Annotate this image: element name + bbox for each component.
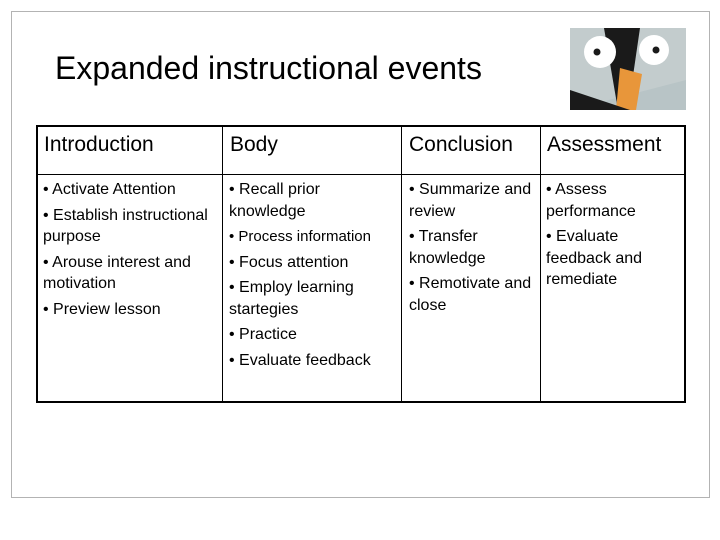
- list-item: • Recall prior knowledge: [229, 181, 320, 220]
- list-item: • Activate Attention: [43, 181, 176, 198]
- header-conclusion: Conclusion: [409, 133, 513, 156]
- column-body: [229, 179, 397, 375]
- column-assessment: [546, 179, 676, 295]
- column-divider: [401, 127, 402, 401]
- list-item: • Remotivate and close: [409, 275, 532, 314]
- slide-title: Expanded instructional events: [55, 50, 482, 86]
- header-body: Body: [230, 133, 278, 156]
- list-item: • Preview lesson: [43, 300, 161, 318]
- column-introduction: [43, 179, 219, 324]
- header-introduction: Introduction: [44, 133, 154, 156]
- list-item: • Process information: [229, 228, 371, 245]
- column-conclusion: [409, 179, 537, 320]
- owl-eyes-logo-icon: [570, 28, 686, 110]
- column-divider: [540, 127, 541, 401]
- list-item: • Practice: [229, 326, 297, 343]
- list-item: • Focus attention: [229, 253, 349, 271]
- list-item: • Evaluate feedback: [229, 351, 371, 369]
- list-item: • Employ learning startegies: [229, 279, 354, 318]
- list-item: • Evaluate feedback and remediate: [546, 228, 643, 288]
- list-item: • Arouse interest and motivation: [43, 253, 191, 292]
- column-divider: [222, 127, 223, 401]
- list-item: • Summarize and review: [409, 181, 532, 220]
- list-item: • Assess performance: [546, 181, 636, 220]
- list-item: • Establish instructional purpose: [43, 206, 208, 245]
- events-table: [36, 125, 686, 403]
- header-assessment: Assessment: [547, 133, 662, 156]
- list-item: • Transfer knowledge: [409, 228, 486, 267]
